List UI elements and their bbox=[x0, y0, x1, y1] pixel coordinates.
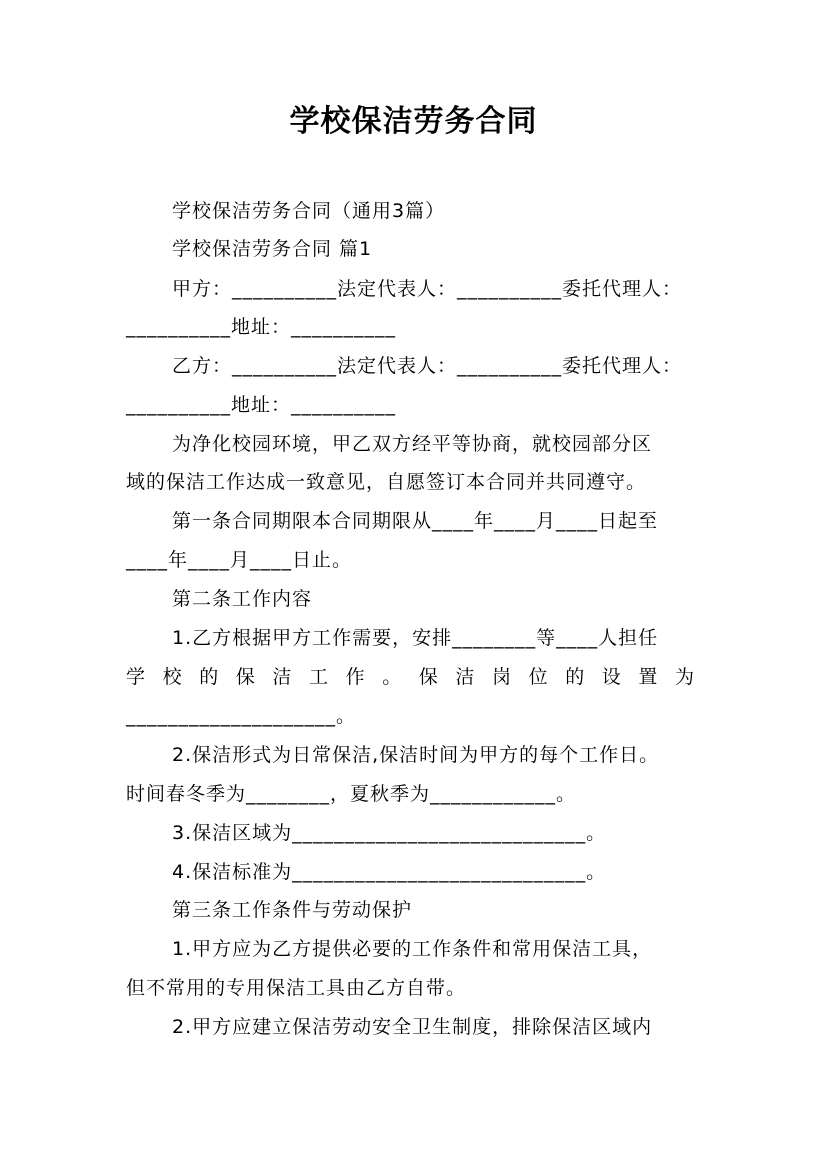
article-3-heading: 第三条工作条件与劳动保护 bbox=[172, 899, 413, 921]
party-b-address: __________地址：__________ bbox=[126, 394, 397, 416]
party-a-line: 甲方：__________法定代表人：__________委托代理人： bbox=[172, 278, 683, 300]
clause-line: ____________________。 bbox=[126, 705, 357, 727]
article-1-line: 第一条合同期限本合同期限从____年____月____日起至 bbox=[172, 510, 659, 532]
clause-line: 4.保洁标准为____________________________。 bbox=[172, 861, 607, 883]
section-heading: 学校保洁劳务合同 篇1 bbox=[172, 238, 373, 260]
heading-line: 学校保洁劳务合同（通用3篇） bbox=[172, 200, 446, 222]
party-b-line: 乙方：__________法定代表人：__________委托代理人： bbox=[172, 355, 683, 377]
article-1-line: ____年____月____日止。 bbox=[126, 549, 353, 571]
paragraph-line: 为净化校园环境，甲乙双方经平等协商，就校园部分区 bbox=[172, 433, 653, 455]
clause-line: 1.甲方应为乙方提供必要的工作条件和常用保洁工具， bbox=[172, 938, 653, 960]
clause-line: 3.保洁区域为____________________________。 bbox=[172, 822, 607, 844]
party-a-address: __________地址：__________ bbox=[126, 316, 397, 338]
clause-line: 时间春冬季为________，夏秋季为____________。 bbox=[126, 783, 577, 805]
clause-line: 但不常用的专用保洁工具由乙方自带。 bbox=[126, 977, 467, 999]
clause-line: 学校的保洁工作。保洁岗位的设置为 bbox=[126, 666, 712, 688]
clause-line: 2.甲方应建立保洁劳动安全卫生制度，排除保洁区域内 bbox=[172, 1016, 653, 1038]
clause-line: 1.乙方根据甲方工作需要，安排________等____人担任 bbox=[172, 627, 659, 649]
article-2-heading: 第二条工作内容 bbox=[172, 588, 313, 610]
document-title: 学校保洁劳务合同 bbox=[289, 104, 538, 139]
clause-line: 2.保洁形式为日常保洁,保洁时间为甲方的每个工作日。 bbox=[172, 744, 660, 766]
paragraph-line: 域的保洁工作达成一致意见，自愿签订本合同并共同遵守。 bbox=[126, 471, 647, 493]
